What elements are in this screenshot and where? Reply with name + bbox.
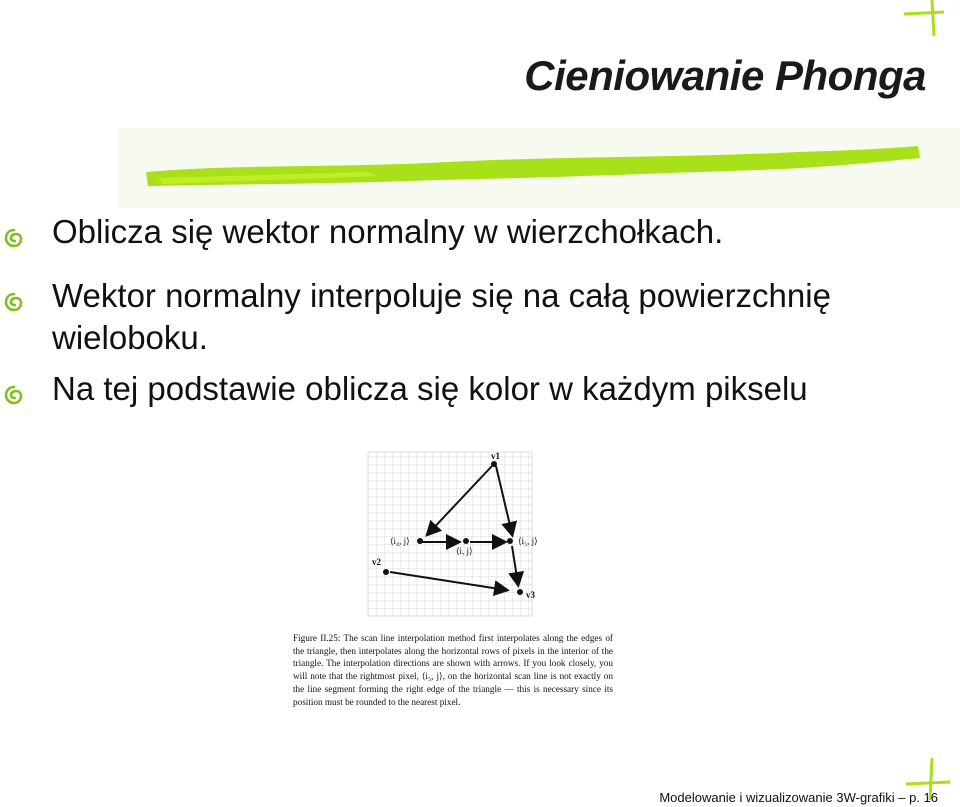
label-i5j: ⟨i₅, j⟩ [518,536,538,546]
corner-ornament-top [900,0,960,40]
pixel-ij [463,538,469,544]
pixel-i5j [507,538,513,544]
bullet-text: Oblicza się wektor normalny w wierzchołkach. [52,213,724,250]
slide-footer: Modelowanie i wizualizowanie 3W-grafiki – p. 16 [659,790,938,805]
label-v3: v3 [526,590,535,600]
decorative-brush-stroke [118,128,960,208]
label-v1: v1 [491,451,500,461]
pixel-i4j [417,538,423,544]
bullet-text: Na tej podstawie oblicza się kolor w każdym pikselu [52,370,808,407]
label-v2: v2 [372,557,381,567]
pixel-grid [368,452,532,616]
vertex-v1 [491,461,497,467]
figure-caption: Figure II.25: The scan line interpolation method first interpolates along the edges of the triangle, then interpolates along the horizontal rows of pixels in the interior of the triangle. The interpolation directions are shown with arrows. If you look closely, you will note that the rightmost pixel, ⟨i₅, j⟩, on the horizontal scan line is not exactly on the line segment forming the right edge of the triangle — this is necessary since its position must be rounded to the nearest pixel. [293,633,613,707]
label-ij: ⟨i, j⟩ [456,546,473,556]
slide-title: Cieniowanie Phonga [524,52,926,99]
vertex-v3 [517,589,523,595]
swirl-bullet-icon [3,227,25,249]
swirl-bullet-icon [3,384,25,406]
vertex-v2 [383,569,389,575]
swirl-bullet-icon [3,291,25,313]
bullet-text: Wektor normalny interpoluje się na całą powierzchnię wieloboku. [52,277,831,356]
label-i4j: ⟨i₄, j⟩ [390,536,410,546]
